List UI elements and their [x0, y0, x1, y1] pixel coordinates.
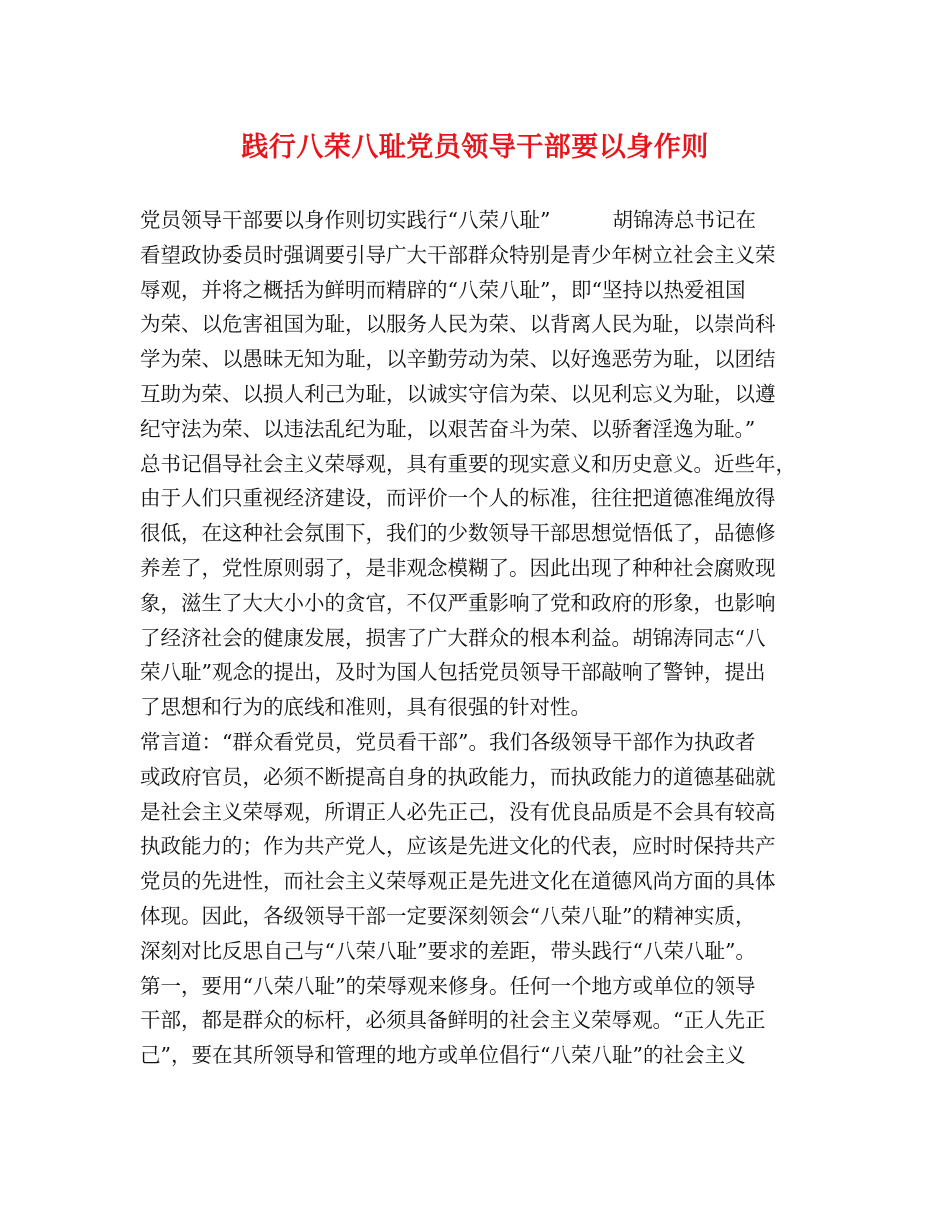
text-line: 深刻对比反思自己与“八荣八耻”要求的差距，带头践行“八荣八耻”。	[140, 938, 756, 963]
text-line: 为荣、以危害祖国为耻，以服务人民为荣、以背离人民为耻，以崇尚科	[140, 312, 776, 337]
text-line: 执政能力的；作为共产党人，应该是先进文化的代表，应时时保持共产	[140, 834, 776, 859]
text-line: 或政府官员，必须不断提高自身的执政能力，而执政能力的道德基础就	[140, 764, 776, 789]
text-line: 由于人们只重视经济建设，而评价一个人的标准，往往把道德准绳放得	[140, 486, 776, 511]
text-line: 互助为荣、以损人利己为耻，以诚实守信为荣、以见利忘义为耻，以遵	[140, 381, 776, 406]
text-line: 象，滋生了大大小小的贪官，不仅严重影响了党和政府的形象，也影响	[140, 590, 776, 615]
document-title: 践行八荣八耻党员领导干部要以身作则	[241, 132, 709, 163]
text-line: 了经济社会的健康发展，损害了广大群众的根本利益。胡锦涛同志“八	[140, 625, 766, 650]
text-line: 很低，在这种社会氛围下，我们的少数领导干部思想觉悟低了，品德修	[140, 521, 776, 546]
text-line: 干部，都是群众的标杆，必须具备鲜明的社会主义荣辱观。“正人先正	[140, 1008, 766, 1033]
text-line: 己”，要在其所领导和管理的地方或单位倡行“八荣八耻”的社会主义	[140, 1043, 746, 1068]
first-line-continuation: 胡锦涛总书记在	[612, 208, 756, 232]
text-line: 纪守法为荣、以违法乱纪为耻，以艰苦奋斗为荣、以骄奢淫逸为耻。”	[140, 416, 756, 441]
text-line: 荣八耻”观念的提出，及时为国人包括党员领导干部敲响了警钟，提出	[140, 660, 766, 685]
first-line	[140, 203, 840, 238]
text-line: 常言道：“群众看党员，党员看干部”。我们各级领导干部作为执政者	[140, 729, 756, 754]
text-line: 辱观，并将之概括为鲜明而精辟的“八荣八耻”，即“坚持以热爱祖国	[140, 277, 746, 302]
text-line: 看望政协委员时强调要引导广大干部群众特别是青少年树立社会主义荣	[140, 242, 776, 267]
text-line: 养差了，党性原则弱了，是非观念模糊了。因此出现了种种社会腐败现	[140, 555, 776, 580]
text-line: 了思想和行为的底线和准则，具有很强的针对性。	[140, 695, 591, 720]
document-body	[140, 203, 840, 1073]
text-line: 学为荣、以愚昧无知为耻，以辛勤劳动为荣、以好逸恶劳为耻，以团结	[140, 347, 776, 372]
text-line: 体现。因此，各级领导干部一定要深刻领会“八荣八耻”的精神实质，	[140, 903, 756, 928]
text-line: 第一，要用“八荣八耻”的荣辱观来修身。任何一个地方或单位的领导	[140, 973, 756, 998]
text-line: 党员的先进性，而社会主义荣辱观正是先进文化在道德风尚方面的具体	[140, 869, 776, 894]
subtitle-text: 党员领导干部要以身作则切实践行“八荣八耻”	[140, 208, 551, 232]
text-line: 总书记倡导社会主义荣辱观，具有重要的现实意义和历史意义。近些年，	[140, 451, 796, 476]
text-line: 是社会主义荣辱观，所谓正人必先正己，没有优良品质是不会具有较高	[140, 799, 776, 824]
